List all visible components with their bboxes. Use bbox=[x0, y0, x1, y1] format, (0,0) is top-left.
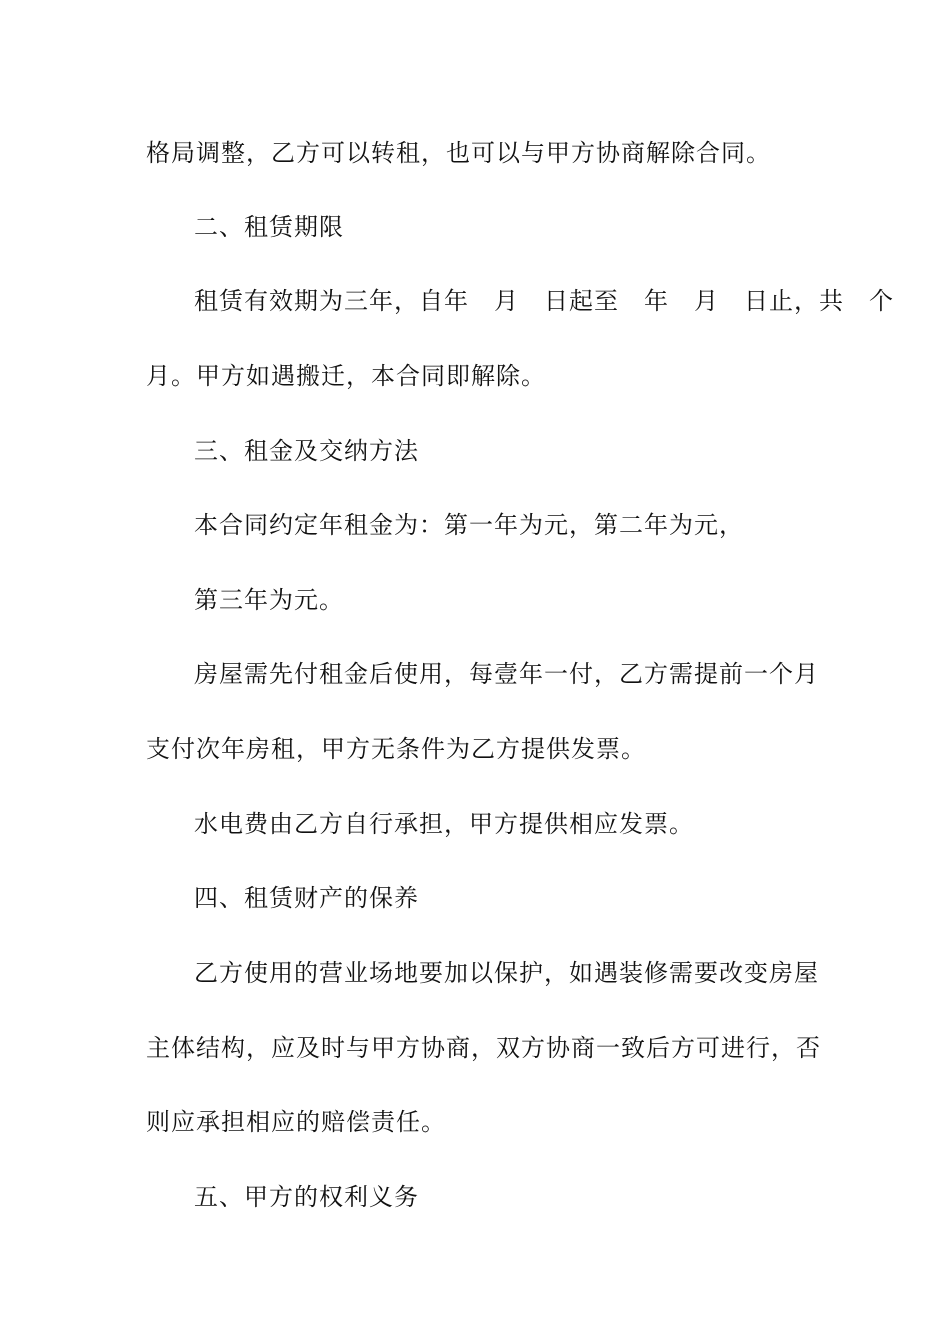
paragraph-line: 乙方使用的营业场地要加以保护，如遇装修需要改变房屋 bbox=[194, 959, 819, 987]
paragraph-line: 格局调整，乙方可以转租，也可以与甲方协商解除合同。 bbox=[146, 139, 771, 167]
paragraph-line: 月。甲方如遇搬迁，本合同即解除。 bbox=[146, 362, 546, 390]
paragraph-line: 房屋需先付租金后使用，每壹年一付，乙方需提前一个月 bbox=[194, 660, 819, 688]
paragraph-line: 则应承担相应的赔偿责任。 bbox=[146, 1108, 446, 1136]
paragraph-line: 水电费由乙方自行承担，甲方提供相应发票。 bbox=[194, 810, 694, 838]
section-heading-party-a-rights: 五、甲方的权利义务 bbox=[194, 1183, 419, 1211]
section-heading-maintenance: 四、租赁财产的保养 bbox=[194, 884, 419, 912]
paragraph-line: 本合同约定年租金为：第一年为元，第二年为元， bbox=[194, 511, 744, 539]
paragraph-line: 第三年为元。 bbox=[194, 586, 344, 614]
section-heading-rent-payment: 三、租金及交纳方法 bbox=[194, 437, 419, 465]
paragraph-line: 租赁有效期为三年，自年 月 日起至 年 月 日止，共 个 bbox=[194, 287, 894, 315]
paragraph-line: 支付次年房租，甲方无条件为乙方提供发票。 bbox=[146, 735, 646, 763]
section-heading-lease-term: 二、租赁期限 bbox=[194, 213, 344, 241]
paragraph-line: 主体结构，应及时与甲方协商，双方协商一致后方可进行，否 bbox=[146, 1034, 821, 1062]
